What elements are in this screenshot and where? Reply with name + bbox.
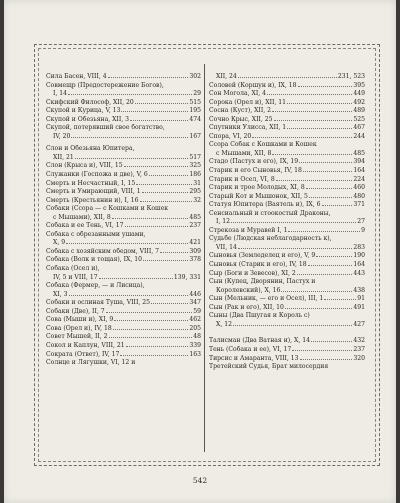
index-entry-page: 231, 523 — [337, 73, 365, 80]
index-entry-title: с Мышами), XII, 8 — [53, 213, 111, 221]
index-entry-title: XI, 3 — [53, 290, 68, 298]
index-entry — [209, 337, 365, 346]
index-entry-page: 195 — [189, 107, 201, 115]
index-entry-page: 244 — [353, 132, 365, 140]
index-entry — [46, 107, 201, 116]
dot-leader — [121, 111, 188, 112]
index-entry-title: I, 14 — [53, 90, 68, 98]
index-entry — [209, 133, 365, 142]
index-entry-title: Совет Мышей, II, 2 — [46, 333, 108, 341]
index-entry — [209, 321, 365, 330]
index-entry-title: Сыновья (Земледелец и его), V, 9 — [209, 252, 316, 260]
index-entry-title: Судьбе (Людская неблагодарность к), — [209, 235, 332, 243]
index-entry-title: Тирсис и Амаранта, VIII, 13 — [209, 354, 299, 362]
index-entry-title: Скупой и Обезьяна, XII, 3 — [46, 115, 130, 123]
index-entry-title: XII, 24 — [216, 73, 237, 80]
index-entry — [209, 107, 365, 116]
index-entry-title: Сова (Мыши и), XI, 9 — [46, 316, 114, 324]
index-entry-page: 164 — [353, 167, 365, 175]
index-entry-title: Стрекоза и Муравей I, 1 — [209, 226, 288, 234]
index-entry-title: Сила Басен, VIII, 4 — [46, 73, 107, 80]
index-entry-page: 339 — [189, 341, 201, 349]
index-entry — [46, 145, 201, 154]
dot-leader — [238, 248, 353, 249]
index-entry-title: Королевский), X, 16 — [216, 286, 281, 294]
index-entry — [209, 355, 365, 364]
index-entry — [46, 299, 201, 308]
dot-leader — [108, 77, 189, 78]
index-entry-page: 237 — [353, 345, 365, 353]
index-entry-title: Спора, VI, 20 — [209, 132, 252, 140]
index-entry-page: 347 — [189, 299, 201, 307]
index-entry — [46, 248, 201, 257]
page-number: 542 — [192, 476, 208, 485]
dot-leader — [112, 218, 189, 219]
dot-leader — [136, 184, 192, 185]
index-entry-page: 395 — [353, 81, 365, 89]
index-entry — [46, 188, 201, 197]
dot-leader — [324, 299, 356, 300]
index-entry — [209, 295, 365, 304]
index-entry-page: 492 — [353, 98, 365, 106]
dot-leader — [303, 171, 353, 172]
dot-leader — [135, 103, 189, 104]
dot-leader — [109, 337, 193, 338]
index-entry-page: 371 — [353, 201, 365, 209]
index-entry — [46, 73, 201, 82]
dot-leader — [298, 86, 353, 87]
dot-leader — [143, 260, 188, 261]
index-entry-title: Служанки (Госпожа и две), V, 6 — [46, 171, 148, 179]
dot-leader — [287, 128, 352, 129]
index-entry — [209, 346, 365, 355]
index-entry — [46, 124, 201, 133]
index-entry-title: Статуя Юпитера (Ваятель и), IX, 6 — [209, 201, 321, 209]
index-entry-page: 31 — [193, 179, 201, 187]
index-entry-page: 139, 331 — [173, 273, 201, 281]
dot-leader — [287, 103, 352, 104]
index-entry-title: IV, 5 и VIII, 17 — [53, 273, 98, 281]
dot-leader — [66, 243, 188, 244]
index-entry-title: Сенсиальный и стоокостый Драконы, — [209, 209, 331, 217]
dot-leader — [106, 312, 193, 313]
dot-leader — [297, 274, 353, 275]
index-entry — [209, 90, 365, 99]
index-entry — [46, 133, 201, 142]
dot-leader — [160, 252, 188, 253]
index-entry — [46, 239, 201, 248]
dot-leader — [281, 291, 352, 292]
dot-leader — [267, 94, 352, 95]
index-entry — [209, 201, 365, 210]
dot-leader — [125, 226, 189, 227]
index-entry-title: XII, 21 — [53, 153, 74, 161]
dot-leader — [99, 278, 173, 279]
index-entry — [46, 342, 201, 351]
index-entry — [209, 227, 365, 236]
index-entry-title: Сын (Купец, Дворянин, Пастух и — [209, 278, 316, 286]
dot-leader — [300, 359, 353, 360]
dot-leader — [292, 350, 352, 351]
dot-leader — [68, 94, 192, 95]
dot-leader — [299, 162, 352, 163]
index-entry-page: 460 — [353, 184, 365, 192]
dot-leader — [316, 256, 352, 257]
index-entry-page: 186 — [189, 171, 201, 179]
index-entry-title: Третейский Судья, Брат милосердия — [209, 363, 329, 371]
index-entry — [209, 82, 365, 91]
index-entry-title: I, 12 — [216, 218, 231, 226]
dot-leader — [322, 205, 353, 206]
index-entry — [46, 154, 201, 163]
dot-leader — [233, 325, 352, 326]
dot-leader — [120, 355, 188, 356]
index-entry-page: 309 — [189, 247, 201, 255]
index-entry-page: 421 — [189, 239, 201, 247]
index-entry-title: Старый Кот и Мышонок, XII, 5 — [209, 192, 308, 200]
dot-leader — [69, 295, 189, 296]
index-entry-page: 32 — [193, 196, 201, 204]
index-entry — [46, 222, 201, 231]
index-entry-page: 283 — [353, 243, 365, 251]
dot-leader — [308, 265, 353, 266]
index-entry-title: VII, 14 — [216, 243, 237, 251]
dot-leader — [285, 308, 352, 309]
index-entry-page: 91 — [357, 295, 365, 303]
index-entry — [46, 180, 201, 189]
index-entry — [46, 291, 201, 300]
dot-leader — [272, 154, 352, 155]
index-entry — [209, 158, 365, 167]
index-entry-page: 48 — [193, 333, 201, 341]
index-entry-page: 295 — [189, 188, 201, 196]
index-entry-title: Сова (Орел и), IV, 18 — [46, 324, 112, 332]
index-entry-title: Смерть и Умирающий, VIII, 1 — [46, 188, 141, 196]
index-entry — [209, 261, 365, 270]
index-entry-title: Собака (Осел и), — [46, 265, 100, 273]
index-entry — [46, 351, 201, 360]
index-entry — [46, 82, 201, 91]
index-entry — [46, 256, 201, 265]
index-entry-title: Смерть (Крестьянин и), I, 16 — [46, 196, 139, 204]
index-entry — [46, 90, 201, 99]
index-entry-title: Сын (Мельник, — его и Осел), III, 1 — [209, 295, 324, 303]
index-entry-page: 224 — [353, 175, 365, 183]
index-entry-page: 59 — [193, 307, 201, 315]
index-entry-title: Сосна (Куст), XII, 2 — [209, 107, 271, 115]
index-entry — [209, 193, 365, 202]
index-entry-title: Собака с обрезанными ушами, — [46, 230, 146, 238]
index-entry-title: Сон Могола, XI, 4 — [209, 90, 266, 98]
index-entry-page: 205 — [189, 324, 201, 332]
index-entry-title: Собака с хозяйским обедом, VIII, 7 — [46, 247, 160, 255]
index-entry — [209, 167, 365, 176]
index-entry-title: IV, 20 — [53, 132, 71, 140]
dot-leader — [252, 137, 352, 138]
index-entry-title: Талисман (Два Ватная и), X, 14 — [209, 337, 310, 345]
index-entry — [209, 124, 365, 133]
index-entry — [46, 308, 201, 317]
index-entry-title: Старик и его Сыновья, IV, 18 — [209, 167, 302, 175]
index-entry — [209, 184, 365, 193]
index-entry-page: 462 — [189, 316, 201, 324]
index-entry-title: Сыны (Два Пшугая и Король с) — [209, 312, 310, 320]
index-entry-title: Сократа (Ответ), IV, 17 — [46, 350, 120, 358]
dot-leader — [113, 329, 189, 330]
index-entry-page: 302 — [189, 73, 201, 80]
index-entry-title: Солнце и Лягушки, VI, 12 и — [46, 359, 136, 367]
index-entry-page: 164 — [353, 261, 365, 269]
index-entry-title: с Мышами, XII, 8 — [216, 149, 272, 157]
index-entry-page: 480 — [353, 192, 365, 200]
index-entry — [46, 214, 201, 223]
index-entry — [209, 150, 365, 159]
index-entry — [209, 99, 365, 108]
dot-leader — [309, 197, 353, 198]
index-entry-title: Сыновья (Старик и его), IV, 18 — [209, 261, 307, 269]
index-entry-title: Скупой, потерявший свое богатство, — [46, 124, 165, 132]
index-entry-title: Соловей (Коршун и), IX, 18 — [209, 81, 297, 89]
index-entry — [209, 278, 365, 287]
dot-leader — [126, 346, 189, 347]
index-entry-page: 427 — [353, 320, 365, 328]
index-entry — [209, 218, 365, 227]
index-entry-title: Смерть и Несчастный, I, 15 — [46, 179, 136, 187]
index-entry-page: 449 — [353, 90, 365, 98]
index-entry-page: 27 — [357, 218, 365, 226]
index-left-column — [46, 73, 201, 368]
index-entry-page: 325 — [189, 162, 201, 170]
index-entry — [46, 116, 201, 125]
dot-leader — [272, 111, 352, 112]
index-entry-title: Собаки (Ссора — с Кошками и Кошек — [46, 205, 169, 213]
index-entry-title: X, 12 — [216, 320, 232, 328]
index-entry-page: 491 — [353, 303, 365, 311]
index-entry-title: Старик и трое Молодых, XI, 8 — [209, 184, 305, 192]
index-entry — [209, 116, 365, 125]
index-entry-title: Собака и ее Тень, VI, 17 — [46, 222, 124, 230]
index-entry — [46, 197, 201, 206]
dot-leader — [151, 303, 188, 304]
index-entry-page: 485 — [189, 213, 201, 221]
index-entry — [46, 333, 201, 342]
index-entry-page: 190 — [353, 252, 365, 260]
index-entry — [209, 141, 365, 150]
index-entry-page: 394 — [353, 158, 365, 166]
book-page — [4, 0, 396, 503]
index-entry-title: Ссора Собак с Кошками и Кошек — [209, 141, 317, 149]
index-entry-title: Скифский Философ, XII, 20 — [46, 98, 134, 106]
index-entry-page: 517 — [189, 153, 201, 161]
index-entry-title: Сыр (Боги и Зевесов), XI, 2 — [209, 269, 296, 277]
index-entry — [209, 176, 365, 185]
index-entry — [46, 359, 201, 368]
dot-leader — [231, 222, 356, 223]
column-divider — [204, 64, 205, 452]
index-entry-title: Скупой и Курица, V, 13 — [46, 107, 121, 115]
index-entry-title: Тень (Собака и ее), VI, 17 — [209, 345, 292, 353]
index-entry — [46, 274, 201, 283]
index-entry-page: 320 — [353, 354, 365, 362]
dot-leader — [276, 180, 353, 181]
dot-leader — [140, 201, 193, 202]
index-entry-page: 515 — [189, 98, 201, 106]
index-entry-page: 467 — [353, 124, 365, 132]
index-entry-page: 432 — [353, 337, 365, 345]
index-entry — [209, 270, 365, 279]
index-entry-title: X, 9 — [53, 239, 66, 247]
index-entry — [209, 73, 365, 82]
dot-leader — [149, 175, 189, 176]
dot-leader — [124, 166, 189, 167]
index-entry-page: 9 — [361, 226, 365, 234]
index-entry-title: Старик и Осел, VI, 8 — [209, 175, 275, 183]
index-entry-page: 446 — [189, 290, 201, 298]
index-entry-title: Собака (Фермер, — и Лисица), — [46, 282, 145, 290]
index-entry-page: 474 — [189, 115, 201, 123]
index-entry — [46, 231, 201, 240]
index-entry — [46, 171, 201, 180]
index-entry — [46, 205, 201, 214]
index-entry-page: 438 — [353, 286, 365, 294]
index-entry — [46, 325, 201, 334]
dot-leader — [142, 192, 189, 193]
index-right-column — [209, 73, 365, 372]
dot-leader — [311, 341, 352, 342]
index-entry — [209, 210, 365, 219]
dot-leader — [71, 137, 188, 138]
dot-leader — [288, 231, 360, 232]
dot-leader — [274, 120, 353, 121]
index-entry-page: 525 — [353, 115, 365, 123]
index-entry-page: 167 — [189, 132, 201, 140]
index-entry — [209, 304, 365, 313]
index-entry — [209, 363, 365, 372]
index-entry-title: Сорока (Орел и), XII, 11 — [209, 98, 287, 106]
dot-leader — [238, 77, 337, 78]
index-entry-title: Сочно Крыс, XII, 25 — [209, 115, 273, 123]
index-entry-page: 378 — [189, 256, 201, 264]
index-entry-title: Сын (Рак и его), XII, 10 — [209, 303, 284, 311]
index-entry-page: 485 — [353, 149, 365, 157]
index-entry — [46, 99, 201, 108]
index-entry-title: Собаки и ослиная Туша, VIII, 25 — [46, 299, 151, 307]
index-entry-title: Слон и Обезьяна Юпитера, — [46, 145, 135, 153]
index-entry-title: Совмещр (Предостережение Богов), — [46, 81, 164, 89]
index-entry-title: Собака (Волк и тощая), IX, 10 — [46, 256, 142, 264]
index-entry — [46, 265, 201, 274]
index-entry-page: 237 — [189, 222, 201, 230]
index-entry-title: Слон (Крыса и), VIII, 15 — [46, 162, 123, 170]
dot-leader — [306, 188, 353, 189]
dot-leader — [75, 158, 189, 159]
index-entry — [46, 316, 201, 325]
index-entry — [46, 162, 201, 171]
index-entry-title: Сокол и Каплун, VIII, 21 — [46, 341, 125, 349]
index-entry-page: 443 — [353, 269, 365, 277]
index-entry-title: Собаки (Две), II, 7 — [46, 307, 105, 315]
dot-leader — [130, 120, 188, 121]
index-entry-title: Стадо (Пастух и его), IX, 19 — [209, 158, 299, 166]
index-entry — [209, 235, 365, 244]
dot-leader — [114, 320, 188, 321]
index-entry-page: 29 — [193, 90, 201, 98]
index-entry — [209, 312, 365, 321]
index-entry — [209, 244, 365, 253]
index-entry-page: 489 — [353, 107, 365, 115]
index-entry — [209, 287, 365, 296]
index-entry — [209, 252, 365, 261]
index-entry-page: 163 — [189, 350, 201, 358]
index-entry — [46, 282, 201, 291]
index-entry-title: Спутники Улисса, XII, 1 — [209, 124, 287, 132]
